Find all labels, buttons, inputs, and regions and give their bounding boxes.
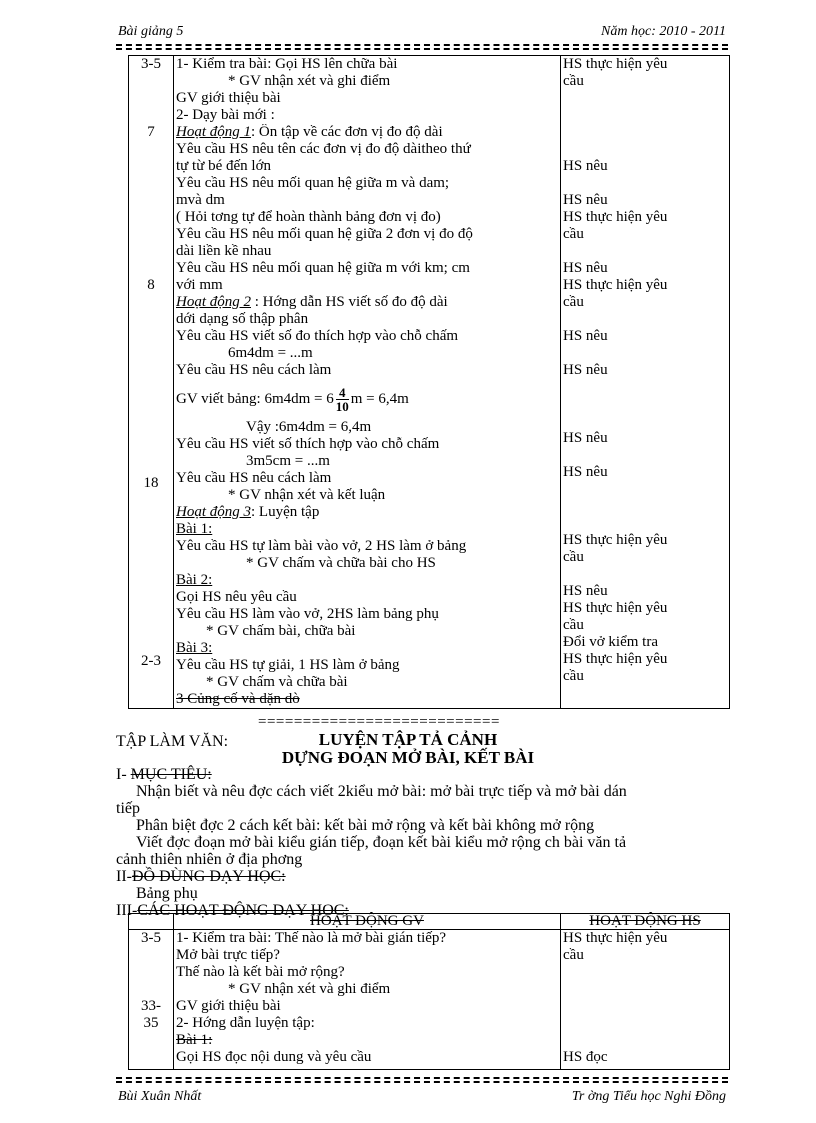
- bai-label: Bài 3:: [176, 640, 213, 656]
- gv-line: 1- Kiểm tra bài: Thế nào là mở bài gián tiếp?: [176, 930, 447, 946]
- gv-line: Yêu cầu HS viết số đo thích hợp vào chỗ chấm: [176, 328, 459, 344]
- bang-phu: Bảng phụ: [136, 885, 198, 902]
- gv-line: Yêu cầu HS nêu cách làm: [176, 362, 332, 378]
- gv-column: [174, 930, 561, 1070]
- gv-line: Yêu cầu HS viết số thích hợp vào chỗ chấm: [176, 436, 440, 452]
- time-cell: 8: [147, 277, 155, 293]
- hs-line: cầu: [563, 617, 584, 633]
- muc-tieu-heading: I- MỤC TIÊU:: [116, 766, 212, 783]
- hs-line: HS thực hiện yêu: [563, 600, 668, 616]
- gv-line: dài liền kề nhau: [176, 243, 272, 259]
- hs-line: HS thực hiện yêu: [563, 277, 668, 293]
- gv-line: * GV chấm bài, chữa bài: [206, 623, 356, 639]
- gv-line: Yêu cầu HS nêu mối quan hệ giữa m và dam;: [176, 175, 450, 191]
- hs-header: HOẠT ĐỘNG HS: [561, 914, 730, 930]
- gv-line: * GV nhận xét và ghi điểm: [228, 981, 391, 997]
- gv-line: Yêu cầu HS nêu tên các đơn vị đo độ dàitheo thứ: [176, 141, 471, 157]
- hs-column: [561, 56, 730, 709]
- gv-line: ( Hỏi tơng tự để hoàn thành bảng đơn vị đo): [176, 209, 441, 225]
- lesson-table-2: [128, 913, 730, 1070]
- day-bai-moi: 2- Dạy bài mới :: [176, 107, 275, 123]
- separator: ===========================: [258, 714, 500, 730]
- hs-line: HS nêu: [563, 158, 608, 174]
- objective-3: Viết đợc đoạn mở bài kiểu gián tiếp, đoạn kết bài kiểu mở rộng ch bài văn tả: [136, 834, 627, 851]
- hs-line: HS nêu: [563, 192, 608, 208]
- bai-label: Bài 1:: [176, 521, 213, 537]
- hs-line: HS nêu: [563, 583, 608, 599]
- hoat-dong-2: Hoạt động 2 : Hớng dẫn HS viết số đo độ dài: [176, 294, 448, 310]
- objective-3-cont: cảnh thiên nhiên ở địa phơng: [116, 851, 303, 868]
- time-cell: 33-: [141, 998, 161, 1014]
- gv-line: Yêu cầu HS làm vào vở, 2HS làm bảng phụ: [176, 606, 439, 622]
- header-rule: [116, 44, 728, 50]
- hs-line: HS thực hiện yêu: [563, 651, 668, 667]
- time-cell: 2-3: [141, 653, 161, 669]
- lesson-table-1: [128, 55, 730, 709]
- page-footer: [118, 1089, 726, 1105]
- lesson-title-2: DỰNG ĐOẠN MỞ BÀI, KẾT BÀI: [281, 748, 535, 767]
- lesson-label: Bài giảng 5: [118, 24, 184, 39]
- hoat-dong-1: Hoạt động 1: Ôn tập về các đơn vị đo độ dài: [176, 124, 443, 140]
- bai-label: Bài 2:: [176, 572, 213, 588]
- footer-rule: [116, 1077, 728, 1083]
- hs-column: [561, 930, 730, 1070]
- tap-lam-van-label: TẬP LÀM VĂN:: [116, 733, 229, 750]
- objective-1: Nhận biết và nêu đợc cách viết 2kiểu mở bài: mở bài trực tiếp và mở bài dán: [136, 783, 627, 800]
- do-dung-heading: II-ĐỒ DÙNG DẠY HỌC:: [116, 868, 286, 885]
- school-name: Tr ờng Tiểu học Nghi Đồng: [571, 1089, 726, 1104]
- time-cell: 7: [147, 124, 155, 140]
- fraction: $\frac{4}{10}$: [335, 385, 349, 415]
- gv-line: Yêu cầu HS tự giải, 1 HS làm ở bảng: [176, 657, 400, 673]
- time-cell: 3-5: [141, 56, 161, 72]
- fraction-line: GV viết bảng: 6m4dm = 6 $\frac{4}{10}$ m = 6,4m: [176, 385, 409, 415]
- gv-line: GV giới thiệu bài: [176, 90, 281, 106]
- gv-line: Gọi HS nêu yêu cầu: [176, 589, 297, 605]
- time-header: [129, 914, 174, 930]
- hs-line: HS thực hiện yêu: [563, 930, 668, 946]
- gv-line: 3m5cm = ...m: [246, 453, 330, 469]
- gv-line: * GV chấm và chữa bài: [206, 674, 348, 690]
- time-cell: 35: [143, 1015, 159, 1031]
- hs-line: HS nêu: [563, 328, 608, 344]
- hs-line: cầu: [563, 226, 584, 242]
- hs-line: Đổi vở kiểm tra: [563, 634, 658, 650]
- gv-header: HOẠT ĐỘNG GV: [174, 914, 561, 930]
- gv-line: GV giới thiệu bài: [176, 998, 281, 1014]
- time-column: [129, 56, 174, 709]
- gv-line: Yêu cầu HS nêu cách làm: [176, 470, 332, 486]
- lesson-title-1: LUYỆN TẬP TẢ CẢNH: [318, 730, 498, 749]
- gv-line: 2- Hớng dẫn luyện tập:: [176, 1015, 315, 1031]
- hs-line: cầu: [563, 668, 584, 684]
- time-cell: 18: [143, 475, 159, 491]
- hs-line: HS thực hiện yêu: [563, 532, 668, 548]
- hoat-dong-3: Hoạt động 3: Luyện tập: [176, 504, 320, 520]
- hs-line: HS nêu: [563, 430, 608, 446]
- gv-line: Yêu cầu HS nêu mối quan hệ giữa 2 đơn vị đo độ: [176, 226, 473, 242]
- gv-line: * GV nhận xét và ghi điểm: [228, 73, 391, 89]
- author-name: Bùi Xuân Nhất: [118, 1089, 202, 1104]
- gv-line: 3 Củng cố và dặn dò: [176, 691, 300, 707]
- hs-line: HS nêu: [563, 362, 608, 378]
- hs-line: HS nêu: [563, 260, 608, 276]
- hs-line: cầu: [563, 73, 584, 89]
- gv-line: * GV nhận xét và kết luận: [228, 487, 386, 503]
- kiem-tra-line: 1- Kiểm tra bài: Gọi HS lên chữa bài: [176, 56, 398, 72]
- hs-line: cầu: [563, 947, 584, 963]
- hs-line: cầu: [563, 549, 584, 565]
- gv-line: dới dạng số thập phân: [176, 311, 309, 327]
- gv-line: 6m4dm = ...m: [228, 345, 313, 361]
- gv-line: Gọi HS đọc nội dung và yêu cầu: [176, 1049, 372, 1065]
- hoat-dong-heading: III-CÁC HOẠT ĐỘNG DẠY HỌC:: [116, 902, 349, 919]
- gv-line: Yêu cầu HS nêu mối quan hệ giữa m với km; cm: [176, 260, 470, 276]
- time-column: [129, 930, 174, 1070]
- gv-line: Yêu cầu HS tự làm bài vào vở, 2 HS làm ở bảng: [176, 538, 467, 554]
- gv-line: Mở bài trực tiếp?: [176, 947, 280, 963]
- objective-2: Phân biệt đợc 2 cách kết bài: kết bài mở rộng và kết bài không mở rộng: [136, 817, 595, 834]
- gv-line: Vậy :6m4dm = 6,4m: [246, 419, 372, 435]
- hs-line: cầu: [563, 294, 584, 310]
- hs-line: HS đọc: [563, 1049, 608, 1065]
- gv-line: mvà dm: [176, 192, 225, 208]
- hs-line: HS thực hiện yêu: [563, 209, 668, 225]
- hs-line: HS nêu: [563, 464, 608, 480]
- gv-line: Thế nào là kết bài mở rộng?: [176, 964, 345, 980]
- time-cell: 3-5: [141, 930, 161, 946]
- hs-line: HS thực hiện yêu: [563, 56, 668, 72]
- objective-1-cont: tiếp: [116, 800, 140, 817]
- gv-column: [174, 56, 561, 709]
- gv-line: tự từ bé đến lớn: [176, 158, 272, 174]
- bai-label: Bài 1:: [176, 1032, 213, 1048]
- gv-line: * GV chấm và chữa bài cho HS: [246, 555, 436, 571]
- gv-line: với mm: [176, 277, 223, 293]
- page-header: [118, 24, 726, 40]
- school-year: Năm học: 2010 - 2011: [601, 24, 726, 39]
